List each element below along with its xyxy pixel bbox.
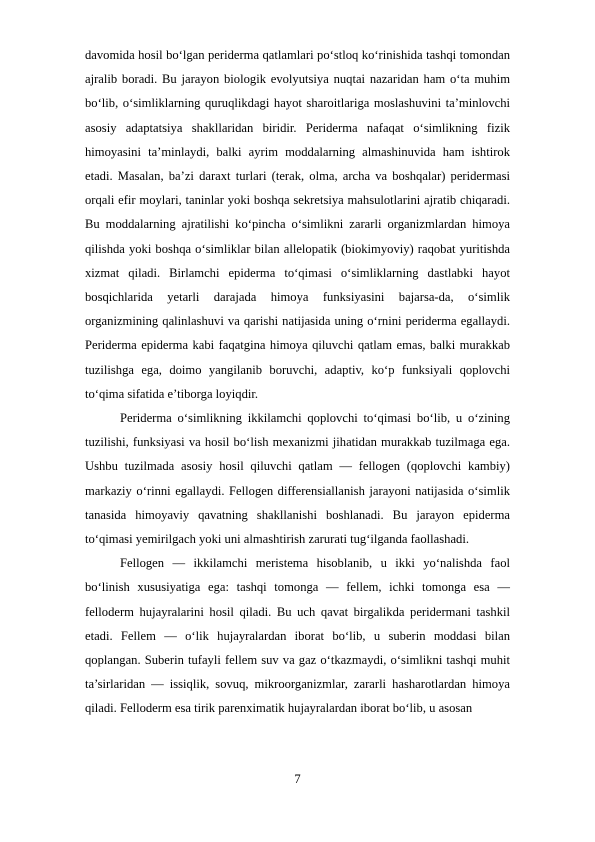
page-body xyxy=(85,43,510,721)
paragraph-3: Fellogen — ikkilamchi meristema hisoblanib, u ikki yo‘nalishda faol bo‘linish xususiyatiga ega: tashqi tomonga — fellem, ichki tomonga esa — felloderm hujayralarini hosil qiladi. Bu uch qavat birgalikda peridermani tashkil etadi. Fellem — o‘lik hujayralardan iborat bo‘lib, u suberin moddasi bilan qoplangan. Suberin tufayli fellem suv va gaz o‘tkazmaydi, o‘simlikni tashqi muhit ta’sirlaridan — issiqlik, sovuq, mikroorganizmlar, zararli hasharotlardan himoya qiladi. Felloderm esa tirik parenximatik hujayralardan iborat bo‘lib, u asosan xyxy=(85,556,510,716)
paragraph-1: davomida hosil bo‘lgan periderma qatlamlari po‘stloq ko‘rinishida tashqi tomondan ajralib boradi. Bu jarayon biologik evolyutsiya nuqtai nazaridan ham o‘ta muhim bo‘lib, o‘simliklarning quruqlikdagi hayot sharoitlariga moslashuvini ta’minlovchi asosiy adaptatsiya shakllaridan biridir. Periderma nafaqat o‘simlikning fizik himoyasini ta’minlaydi, balki ayrim moddalarning almashinuvida ham ishtirok etadi. Masalan, ba’zi daraxt turlari (terak, olma, archa va boshqalar) peridermasi orqali efir moylari, taninlar yoki boshqa sekretsiya mahsulotlarini ajratib chiqaradi. Bu moddalarning ajratilishi ko‘pincha o‘simlikni zararli organizmlardan himoya qilishda yoki boshqa o‘simliklar bilan allelopatik (biokimyoviy) raqobat yuritishda xizmat qiladi. Birlamchi epiderma to‘qimasi o‘simliklarning dastlabki hayot bosqichlarida yetarli darajada himoya funksiyasini bajarsa-da, o‘simlik organizmining qalinlashuvi va qarishi natijasida uning o‘rnini periderma egallaydi. Periderma epiderma kabi faqatgina himoya qiluvchi qatlam emas, balki murakkab tuzilishga ega, doimo yangilanib boruvchi, adaptiv, ko‘p funksiyali qoplovchi to‘qima sifatida e’tiborga loyiqdir. xyxy=(85,48,510,401)
page-number: 7 xyxy=(294,772,301,786)
paragraph-2: Periderma o‘simlikning ikkilamchi qoplovchi to‘qimasi bo‘lib, u o‘zining tuzilishi, funksiyasi va hosil bo‘lish mexanizmi jihatidan murakkab tuzilmaga ega. Ushbu tuzilmada asosiy hosil qiluvchi qatlam — fellogen (qoplovchi kambiy) markaziy o‘rinni egallaydi. Fellogen differensiallanish jarayoni natijasida o‘simlik tanasida himoyaviy qavatning shakllanishi boshlanadi. Bu jarayon epiderma to‘qimasi yemirilgach yoki uni almashtirish zarurati tug‘ilganda faollashadi. xyxy=(85,411,510,547)
